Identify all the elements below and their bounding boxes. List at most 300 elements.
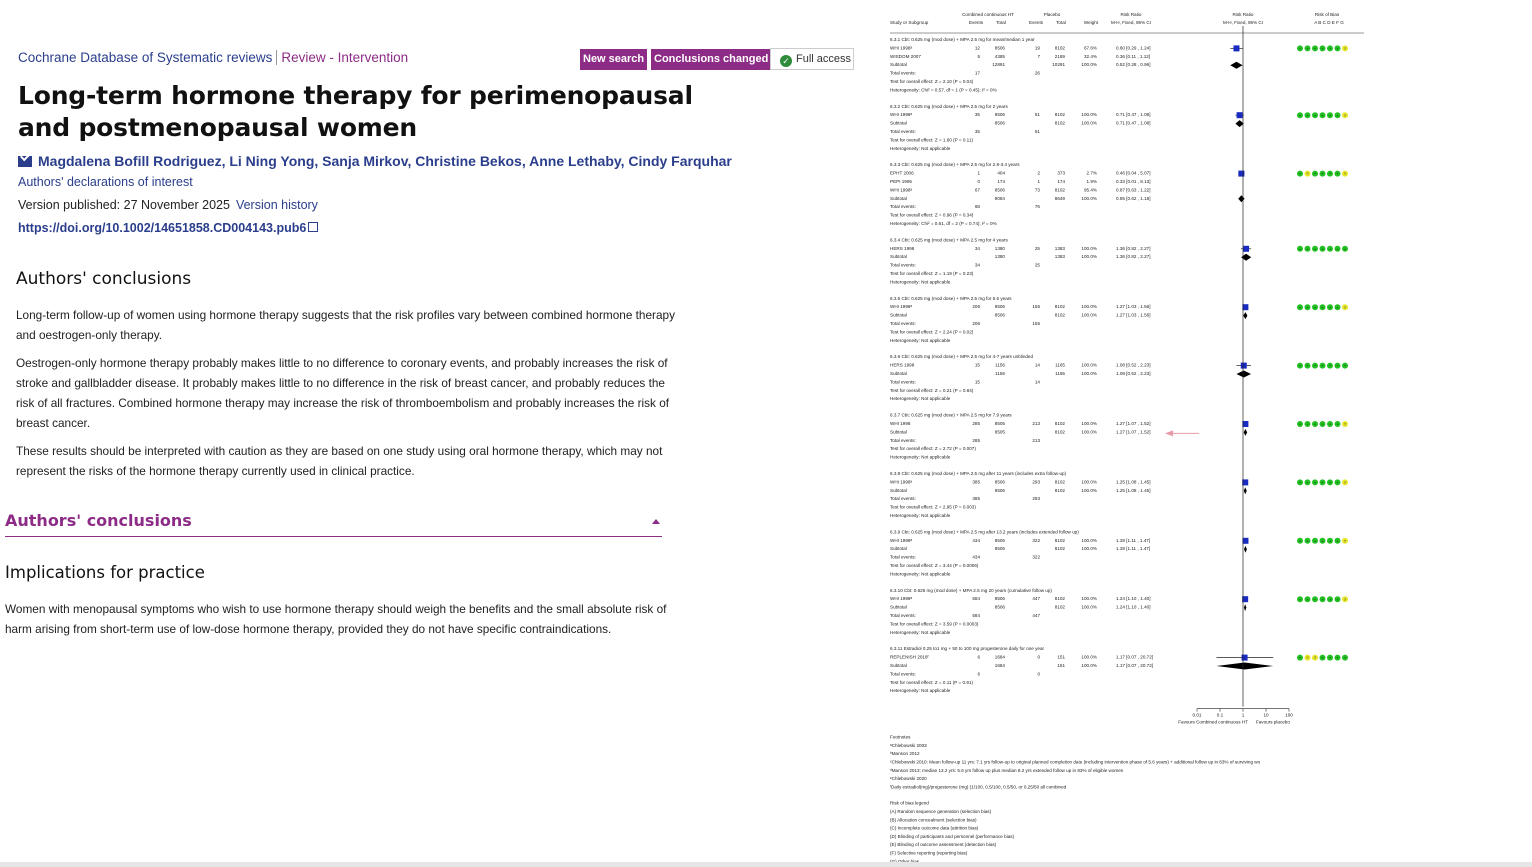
implications-heading: Implications for practice [5,563,205,582]
authors-text[interactable]: Magdalena Bofill Rodriguez, Li Ning Yong, Sanja Mirkov, Christine Bekos, Anne Lethaby, Cindy Farquhar [38,153,732,169]
declarations-link[interactable]: Authors' declarations of interest [18,175,193,189]
risk-of-bias-mark: + [1321,171,1324,177]
risk-of-bias-mark: + [1298,655,1302,661]
subtotal-diamond [1216,663,1273,670]
header-group-combined: Combined continuous HT [962,12,1014,17]
cell-weight: 100.0% [1081,304,1097,310]
cell-total-2: 8102 [1054,546,1065,552]
subtotal-diamond [1244,546,1247,553]
cell-ci: 1.27 [1.03 , 1.56] [1116,304,1151,310]
cell-weight: 100.0% [1081,654,1097,660]
risk-of-bias-mark: + [1313,421,1317,427]
cell-events-1: 34 [974,245,980,251]
total-events-label: Total events: [890,437,916,443]
risk-of-bias-mark: + [1321,363,1324,369]
total-events-label: Total events: [890,613,916,618]
cell-total-2: 1383 [1054,254,1065,260]
cell-events-2: 293 [1032,479,1040,485]
risk-of-bias-mark: + [1343,246,1347,252]
risk-of-bias-mark: + [1336,655,1339,661]
risk-of-bias-mark: + [1328,246,1332,252]
author-list[interactable] [18,153,732,169]
cell-total-2: 8102 [1054,487,1065,493]
risk-of-bias-mark: + [1306,112,1309,118]
subtotal-diamond [1236,371,1251,378]
breadcrumb-source[interactable]: Cochrane Database of Systematic reviews [18,50,273,65]
heterogeneity-stat: Heterogeneity: Not applicable [890,396,951,402]
cell-total-1: 8506 [994,537,1005,543]
conclusions-changed-badge[interactable]: Conclusions changed [651,49,771,70]
risk-of-bias-mark: + [1306,363,1309,369]
total-events-1: 6 [977,671,980,677]
total-events-2: 213 [1032,437,1040,443]
risk-of-bias-mark: ? [1343,596,1347,602]
cell-total-1: 8506 [994,487,1005,493]
cell-ci: 1.36 [0.82 , 2.27] [1116,254,1151,260]
cell-ci: 1.08 [0.52 , 2.23] [1116,371,1151,376]
doi-text[interactable]: https://doi.org/10.1002/14651858.CD004143.pub6 [18,221,307,235]
cell-ci: 0.87 [0.63 , 1.22] [1116,187,1151,193]
cell-study: WISDOM 2007 [890,53,921,59]
x-axis-tick-label: 10 [1263,712,1269,718]
risk-of-bias-mark: + [1313,112,1317,118]
cell-total-2: 10291 [1052,62,1065,68]
cell-events-1: 584 [972,596,980,602]
doi-link[interactable] [18,221,318,235]
cell-total-1: 8506 [994,596,1005,602]
header-risk-ratio-plot: Risk Ratio [1232,12,1254,17]
overall-effect-test: Test for overall effect: Z = 3.59 (P = 0.0003) [890,621,979,627]
heterogeneity-stat: Heterogeneity: Not applicable [890,571,951,577]
collapse-caret-icon[interactable] [652,519,660,524]
effect-square [1238,171,1244,177]
cell-total-1: 8506 [994,187,1005,193]
total-events-2: 51 [1034,129,1040,134]
cell-total-2: 8102 [1054,429,1065,435]
total-events-2: 25 [1034,262,1040,268]
cell-total-1: 4385 [994,53,1005,59]
heterogeneity-stat: Heterogeneity: Not applicable [890,629,951,635]
total-events-2: 0 [1037,671,1040,677]
cell-events-2: 155 [1032,304,1040,310]
cell-total-2: 373 [1057,170,1065,176]
cell-study: Subtotal [890,371,907,376]
total-events-1: 15 [974,379,980,385]
overall-effect-test: Test for overall effect: Z = 0.96 (P = 0.34) [890,212,974,218]
header-total-1: Total [996,20,1006,25]
cell-total-1: 1156 [995,371,1005,376]
rob-legend-item: (C) Incomplete outcome data (attrition bias) [890,825,979,831]
total-events-1: 34 [974,262,980,268]
cell-ci: 1.36 [0.82 , 2.27] [1116,245,1151,251]
cell-weight: 95.4% [1083,187,1097,193]
cell-study: REPLENISH 2018ᶠ [890,654,929,660]
cell-events-1: 12 [974,45,980,51]
cell-weight: 100.0% [1081,487,1097,493]
cell-weight: 2.7% [1086,170,1097,176]
cell-study: Subtotal [890,429,907,435]
total-events-label: Total events: [890,321,916,326]
overall-effect-test: Test for overall effect: Z = 1.19 (P = 0.23) [890,271,974,276]
cell-weight: 100.0% [1081,120,1097,126]
risk-of-bias-mark: + [1321,46,1324,51]
cell-study: Subtotal [890,120,907,126]
cell-total-2: 8102 [1054,112,1065,118]
subgroup-title: 6.3.11 Estradiol 0.25 to1 mg + 50 to 100 mg progesterone daily for one year [890,646,1045,652]
risk-of-bias-mark: + [1328,480,1332,485]
cell-total-1: 1684 [994,654,1005,660]
header-group-placebo: Placebo [1043,12,1061,17]
cell-events-2: 19 [1034,45,1040,51]
total-events-label: Total events: [890,671,916,677]
effect-square [1242,538,1248,544]
cell-ci: 1.24 [1.10 , 1.40] [1116,596,1151,602]
cell-weight: 100.0% [1081,254,1097,260]
cell-total-2: 8102 [1054,187,1065,193]
cell-total-2: 8102 [1054,45,1065,51]
risk-of-bias-mark: + [1336,480,1339,485]
risk-of-bias-mark: + [1313,363,1317,369]
risk-of-bias-mark: + [1321,596,1324,602]
total-events-2: 76 [1034,204,1040,210]
cell-events-2: 14 [1034,362,1040,368]
risk-of-bias-mark: + [1313,46,1317,51]
heterogeneity-stat: Heterogeneity: Not applicable [890,337,951,343]
cell-events-2: 25 [1034,245,1040,251]
risk-of-bias-mark: + [1298,596,1302,602]
favours-right-label: Favours placebo [1255,719,1290,725]
header-events-1: Events [968,20,984,25]
overall-effect-test: Test for overall effect: Z = 0.11 (P = 0.91) [890,679,973,685]
footnote: ᵇManson 2012 [890,751,920,757]
cell-study: Subtotal [890,487,907,493]
total-events-2: 155 [1032,321,1040,326]
risk-of-bias-mark: + [1298,538,1302,544]
subgroup-title: 6.3.1 Cbt: 0.625 mg (mod dose) + MPA 2.5 mg for mean/median 1 year [890,37,1035,42]
total-events-1: 68 [974,204,980,210]
breadcrumb-divider [276,50,277,65]
cell-events-2: 0 [1037,654,1040,660]
forest-plot-figure [884,6,1374,861]
total-events-label: Total events: [890,70,916,76]
subtotal-diamond [1238,195,1244,202]
overall-effect-test: Test for overall effect: Z = 0.21 (P = 0.84) [890,387,974,393]
cell-total-2: 8102 [1054,596,1065,602]
risk-of-bias-mark: + [1313,538,1317,544]
cell-weight: 100.0% [1081,112,1097,118]
risk-of-bias-mark: + [1343,655,1347,661]
risk-of-bias-mark: + [1321,655,1324,661]
header-rob-columns: A B C D E F G [1314,20,1344,25]
heterogeneity-stat: Heterogeneity: Chi² = 0.57, df = 1 (P = 0.45); I² = 0% [890,87,997,93]
subgroup-title: 6.3.10 Cbt: 0.625 mg (mod dose) + MPA 2.5 mg 20 years (cumulative follow up) [890,587,1052,593]
cell-total-2: 1165 [1055,362,1065,368]
cell-weight: 100.0% [1081,312,1097,318]
footnotes-title: Footnotes [890,734,911,740]
risk-of-bias-mark: + [1306,246,1309,252]
cell-ci: 1.27 [1.07 , 1.52] [1116,429,1151,435]
cell-total-1: 9084 [994,195,1005,201]
risk-of-bias-mark: + [1321,421,1324,427]
risk-of-bias-mark: + [1306,46,1309,51]
heterogeneity-stat: Heterogeneity: Not applicable [890,454,951,460]
risk-of-bias-mark: ? [1343,304,1347,310]
rob-legend-item: (D) Blinding of participants and personnel (performance bias) [890,833,1015,839]
new-search-button[interactable]: New search [580,49,647,70]
breadcrumb-type[interactable]: Review - Intervention [281,50,409,65]
cell-study: WHI 1998ᵃ [890,187,913,193]
cell-events-1: 434 [972,537,980,543]
total-events-2: 447 [1032,613,1040,618]
cell-total-2: 2189 [1054,53,1065,59]
cell-weight: 1.9% [1086,179,1097,184]
risk-of-bias-mark: + [1313,480,1317,485]
cell-study: Subtotal [890,195,907,201]
cell-study: EPHT 2006 [890,170,914,176]
risk-of-bias-mark: ? [1343,46,1347,51]
subtotal-diamond [1241,254,1251,261]
forest-plot-svg [884,6,1374,861]
total-events-1: 584 [972,613,980,618]
authors-conclusions-heading: Authors' conclusions [16,269,192,289]
header-weight: Weight [1083,20,1099,25]
cell-events-2: 2 [1037,170,1040,176]
cell-weight: 100.0% [1081,546,1097,552]
total-events-label: Total events: [890,554,916,560]
cell-study: PEPI 1995 [890,179,912,184]
cell-events-1: 385 [972,479,980,485]
envelope-icon[interactable] [18,156,32,167]
cell-total-1: 8506 [994,45,1005,51]
cell-study: HERS 1998 [890,362,915,368]
full-access-label: Full access [796,53,852,65]
risk-of-bias-mark: ? [1306,171,1309,177]
cell-total-1: 8506 [994,120,1005,126]
overall-effect-test: Test for overall effect: Z = 2.10 (P = 0.04) [890,79,974,84]
cell-total-2: 174 [1057,179,1065,184]
cell-total-1: 1156 [995,362,1005,368]
section-heading[interactable]: Authors' conclusions [5,511,192,530]
header-total-2: Total [1056,20,1066,25]
subgroup-title: 6.3.5 Cbt: 0.625 mg (mod dose) + MPA 2.5 mg for 5.6 years [890,295,1012,301]
cell-ci: 0.36 [0.11 , 1.12] [1116,53,1151,59]
cell-events-1: 35 [974,112,980,118]
cell-weight: 100.0% [1081,429,1097,435]
total-events-label: Total events: [890,379,916,385]
check-icon: ✓ [780,55,792,67]
risk-of-bias-mark: + [1306,480,1309,485]
x-axis-tick-label: 100 [1285,712,1293,718]
cell-weight: 100.0% [1081,663,1097,668]
risk-of-bias-mark: + [1343,363,1347,369]
risk-of-bias-mark: + [1313,304,1317,310]
risk-of-bias-mark: + [1298,171,1302,177]
header-study: Study or Subgroup [890,20,929,25]
cell-ci: 0.33 [0.01 , 8.13] [1116,179,1151,184]
risk-of-bias-mark: + [1328,363,1332,369]
cell-weight: 100.0% [1081,537,1097,543]
cell-weight: 100.0% [1081,371,1097,376]
subtotal-diamond [1230,62,1242,69]
cell-ci: 0.46 [0.04 , 5.07] [1116,170,1151,176]
cell-total-1: 8506 [994,479,1005,485]
risk-of-bias-mark: + [1306,304,1309,310]
total-events-label: Total events: [890,496,916,502]
cell-total-1: 8506 [994,604,1005,610]
risk-of-bias-mark: + [1306,421,1309,427]
risk-of-bias-mark: + [1336,304,1339,310]
heterogeneity-stat: Heterogeneity: Not applicable [890,688,951,694]
rob-legend-title: Risk of bias legend [890,800,929,806]
header-ci-2: M-H, Fixed, 95% CI [1222,20,1264,25]
cell-total-2: 8102 [1054,537,1065,543]
cell-ci: 1.17 [0.07 , 20.72] [1116,663,1154,668]
cell-events-1: 67 [974,187,980,193]
risk-of-bias-mark: + [1336,538,1339,544]
header-ci-1: M-H, Fixed, 95% CI [1110,20,1152,25]
full-access-badge [770,48,854,70]
footnote: ᵃChlebowski 2003 [890,742,927,748]
risk-of-bias-mark: ? [1343,421,1347,427]
total-events-1: 434 [972,554,980,560]
risk-of-bias-mark: + [1328,112,1332,118]
effect-square [1242,655,1248,661]
cell-total-1: 8505 [994,429,1005,435]
rob-legend-item: (F) Selective reporting (reporting bias) [890,850,968,856]
overall-effect-test: Test for overall effect: Z = 3.44 (P = 0.0006) [890,563,979,568]
total-events-label: Total events: [890,129,916,134]
cell-study: Subtotal [890,604,907,610]
cell-total-1: 8506 [994,312,1005,318]
cell-total-1: 12891 [992,62,1005,68]
cell-study: WHI 1998ᵃ [890,537,913,543]
subgroup-title: 6.3.6 Cbt: 0.625 mg (mod dose) + MPA 2.5 mg for 4-7 years unblinded [890,354,1034,360]
risk-of-bias-mark: + [1336,363,1339,369]
cell-total-1: 1684 [994,663,1005,668]
cell-total-2: 8102 [1054,304,1065,310]
risk-of-bias-mark: + [1328,538,1332,544]
total-events-2: 26 [1034,70,1040,76]
cell-total-2: 1165 [1055,371,1065,376]
cell-events-2: 213 [1032,421,1040,426]
footnote: ᶜChlebowski 2010: Mean follow-up 11 yrs: 7.1 yrs follow-up to original planned completion date (including intervention phase of 5.6 years) + additional follow up in 83% of surviving wo [890,759,1261,765]
cell-weight: 100.0% [1081,421,1097,426]
subgroup-title: 6.3.8 Cbt: 0.625 mg (mod dose) + MPA 2.5 mg after 11 years (includes extra follow-up) [890,471,1067,476]
cell-ci: 1.27 [1.03 , 1.56] [1116,312,1151,318]
footnote: ᶠDaily estradiol(mg)/progesterone (mg) (1/100, 0.5/100, 0.5/50, or 0.25/50 all combined [890,784,1067,790]
total-events-1: 285 [972,437,980,443]
risk-of-bias-mark: + [1336,246,1339,252]
risk-of-bias-mark: ? [1306,655,1309,661]
header-risk-ratio: Risk Ratio [1120,12,1142,17]
section-header-collapsible[interactable] [5,511,662,537]
risk-of-bias-mark: + [1298,46,1302,51]
subgroup-title: 6.3.9 Cbt: 0.625 mg (mod dose) + MPA 2.5 mg after 13.2 years (includes extended follow up) [890,529,1079,535]
risk-of-bias-mark: ? [1343,538,1347,544]
cell-events-1: 0 [977,179,980,184]
heterogeneity-stat: Heterogeneity: Not applicable [890,145,951,151]
cell-total-1: 174 [997,179,1005,184]
cell-weight: 100.0% [1081,596,1097,602]
cell-ci: 0.52 [0.28 , 0.96] [1116,62,1151,68]
effect-square [1241,363,1247,369]
total-events-2: 322 [1032,554,1040,560]
risk-of-bias-mark: + [1313,171,1317,177]
effect-square [1237,112,1243,118]
cell-total-2: 8102 [1054,120,1065,126]
total-events-2: 14 [1034,379,1040,385]
subtotal-diamond [1243,312,1247,319]
cell-total-2: 151 [1057,654,1065,660]
overall-effect-test: Test for overall effect: Z = 2.72 (P = 0.007) [890,446,976,452]
rob-legend-item: (B) Allocation concealment (selection bias) [890,817,977,823]
cell-events-2: 73 [1034,187,1040,193]
cell-study: WHI 1998ᵃ [890,596,913,602]
cell-events-2: 7 [1037,53,1040,59]
risk-of-bias-mark: + [1298,246,1302,252]
cell-ci: 1.28 [1.11 , 1.47] [1116,546,1151,552]
cell-ci: 1.08 [0.52 , 2.23] [1116,362,1151,368]
favours-left-label: Favours Combined continuous HT [1178,719,1248,725]
risk-of-bias-mark: + [1328,171,1332,177]
rob-legend-item: (E) Blinding of outcome assessment (detection bias) [890,842,997,848]
total-events-label: Total events: [890,204,916,210]
cell-weight: 100.0% [1081,479,1097,485]
cell-ci: 0.71 [0.47 , 1.08] [1116,120,1151,126]
risk-of-bias-mark: + [1328,596,1332,602]
cell-study: WHI 1998ᵃ [890,45,913,51]
cell-events-2: 447 [1032,596,1040,602]
version-history-link[interactable]: Version history [235,198,318,212]
cell-ci: 1.27 [1.07 , 1.52] [1116,421,1151,426]
implications-text: Women with menopausal symptoms who wish to use hormone therapy should weigh the benefits and the small absolute risk of harm arising from short-term use of low-dose hormone therapy, provided they do not have specific contraindications. [5,602,667,636]
risk-of-bias-mark: + [1336,596,1339,602]
risk-of-bias-mark: + [1298,112,1302,118]
cell-ci: 1.25 [1.08 , 1.45] [1116,487,1151,493]
cell-events-1: 6 [977,654,980,660]
overall-effect-test: Test for overall effect: Z = 2.24 (P = 0.02) [890,329,974,335]
cell-study: WHI 1998ᵃ [890,304,913,310]
total-events-2: 293 [1032,496,1040,502]
scrollbar-track[interactable] [0,862,1532,867]
cell-weight: 100.0% [1081,604,1097,610]
cell-study: Subtotal [890,663,907,668]
subgroup-title: 6.3.3 Cbt: 0.625 mg (mod dose) + MPA 2.5 mg for 2.8-3.4 years [890,162,1020,168]
heterogeneity-stat: Heterogeneity: Chi² = 0.61, df = 2 (P = 0.74); I² = 0% [890,221,997,226]
cell-events-1: 285 [972,421,980,426]
cell-events-1: 1 [977,170,980,176]
x-axis-tick-label: 0.01 [1192,712,1202,718]
subtotal-diamond [1244,487,1247,494]
cell-total-1: 8505 [994,421,1005,426]
risk-of-bias-mark: + [1298,304,1302,310]
breadcrumb [18,50,408,65]
cell-study: Subtotal [890,312,907,318]
cell-total-2: 8102 [1054,604,1065,610]
cell-total-2: 1383 [1054,245,1065,251]
risk-of-bias-mark: + [1336,46,1339,51]
cell-ci: 1.24 [1.10 , 1.40] [1116,604,1151,610]
total-events-1: 17 [974,70,980,76]
subgroup-title: 6.3.4 Cbt: 0.625 mg (mod dose) + MPA 2.5 mg for 4 years [890,237,1008,243]
risk-of-bias-mark: + [1313,246,1317,252]
annotation-arrowhead [1165,430,1173,436]
cell-study: WHI 1998ᵃ [890,479,913,485]
version-info [18,198,318,212]
conclusion-paragraph-1: Long-term follow-up of women using hormone therapy suggests that the risk profiles vary between combined hormone therapy and oestrogen-only therapy. [16,308,676,342]
cell-total-2: 151 [1057,663,1065,668]
cell-weight: 67.6% [1083,45,1097,51]
